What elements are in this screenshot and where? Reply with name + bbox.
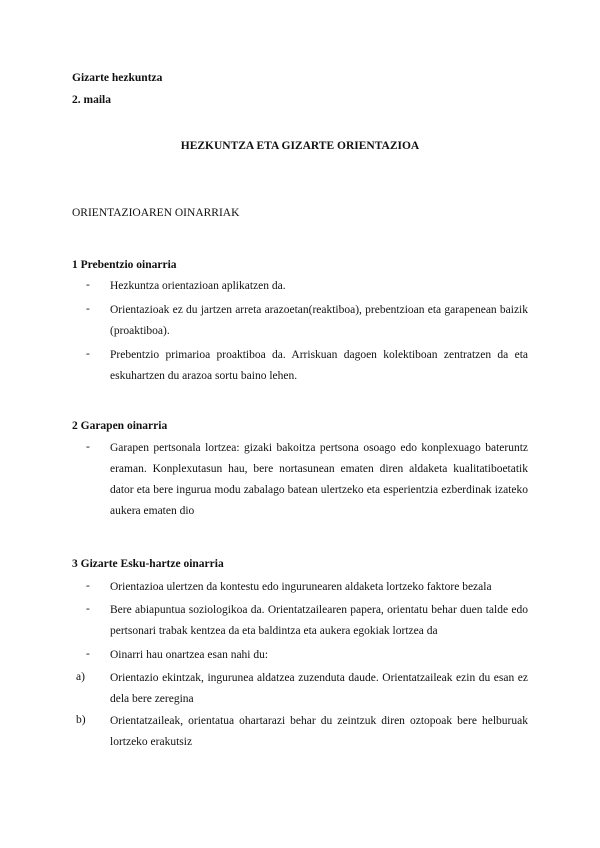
list-marker: a) bbox=[76, 671, 85, 683]
list-item-text: Orientazio ekintzak, ingurunea aldatzea zuzenduta daude. Orientatzaileak ezin du esan ez dela bere zeregina bbox=[110, 672, 528, 705]
list-marker: - bbox=[86, 580, 90, 592]
list-item-text: Bere abiapuntua soziologikoa da. Orientatzailearen papera, orientatu behar duen talde edo pertsonari trabak kentzea da eta baldintza eta aukera egokiak lortzea da bbox=[110, 604, 528, 637]
list-item-text: Hezkuntza orientazioan aplikatzen da. bbox=[110, 280, 286, 292]
list-marker: - bbox=[86, 348, 90, 360]
list-item-text: Prebentzio primarioa proaktiboa da. Arriskuan dagoen kolektiboan zentratzen da eta eskuhartzen du arazoa sortu baino lehen. bbox=[110, 349, 528, 382]
list-marker: - bbox=[86, 303, 90, 315]
list-item-text: Orientazioak ez du jartzen arreta arazoetan(reaktiboa), prebentzioan eta garapenean baizik (proaktiboa). bbox=[110, 304, 528, 337]
subject-label: Gizarte hezkuntza bbox=[72, 72, 163, 84]
list-item-text: Oinarri hau onartzea esan nahi du: bbox=[110, 649, 269, 661]
list-item-text: Orientazioa ulertzen da kontestu edo ingurunearen aldaketa lortzeko faktore bezala bbox=[110, 581, 492, 593]
document-title: HEZKUNTZA ETA GIZARTE ORIENTAZIOA bbox=[180, 140, 420, 152]
list-item-text: Garapen pertsonala lortzea: gizaki bakoitza pertsona osoago edo konplexuago bateruntz eraman. Konplexutasun hau, bere nortasunean ematen diren aldaketa kualitatiboetatik dator eta bere ingurua modu zabalago batean ulertzeko eta esperientzia ezberdinak izateko aukera ematen dio bbox=[110, 442, 528, 517]
list-marker: - bbox=[86, 603, 90, 615]
year-label: 2. maila bbox=[72, 94, 111, 106]
section-heading-2: 2 Garapen oinarria bbox=[72, 420, 168, 432]
section-heading-3: 3 Gizarte Esku-hartze oinarria bbox=[72, 558, 224, 570]
list-marker: b) bbox=[76, 714, 86, 726]
list-marker: - bbox=[86, 279, 90, 291]
section-heading-1: 1 Prebentzio oinarria bbox=[72, 259, 177, 271]
list-marker: - bbox=[86, 441, 90, 453]
section-main-heading: ORIENTAZIOAREN OINARRIAK bbox=[72, 207, 240, 219]
list-item-text: Orientatzaileak, orientatua ohartarazi behar du zeintzuk diren oztopoak bere helburuak lortzeko erakutsiz bbox=[110, 715, 528, 748]
list-marker: - bbox=[86, 648, 90, 660]
